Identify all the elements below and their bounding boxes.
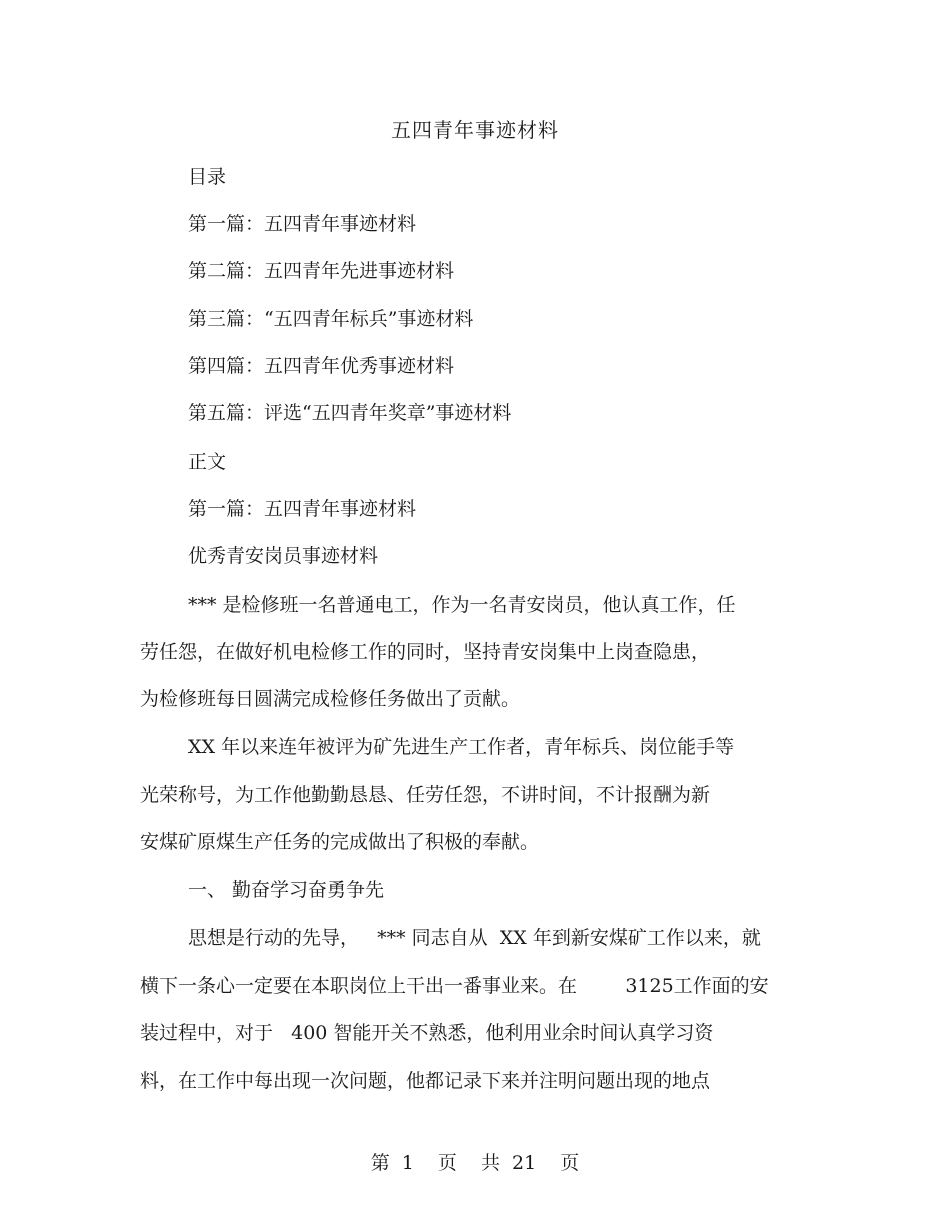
paragraph-3-line-2: 横下一条心一定要在本职岗位上干出一番事业来。在 3125工作面的安	[140, 975, 769, 997]
paragraph-2-line-1: XX 年以来连年被评为矿先进生产工作者，青年标兵、岗位能手等	[188, 736, 735, 758]
toc-item-4: 第四篇：五四青年优秀事迹材料	[188, 355, 455, 377]
paragraph-2-line-3: 安煤矿原煤生产任务的完成做出了积极的奉献。	[140, 831, 540, 853]
article-title: 优秀青安岗员事迹材料	[188, 545, 379, 567]
paragraph-1-line-1: *** 是检修班一名普通电工，作为一名青安岗员，他认真工作，任	[188, 594, 736, 616]
paragraph-1-line-3: 为检修班每日圆满完成检修任务做出了贡献。	[140, 688, 521, 710]
toc-heading: 目录	[188, 166, 227, 188]
paragraph-3-line-3: 装过程中，对于 400 智能开关不熟悉，他利用业余时间认真学习资	[140, 1022, 714, 1044]
paragraph-1-line-2: 劳任怨，在做好机电检修工作的同时，坚持青安岗集中上岗查隐患，	[140, 641, 711, 663]
page-number-footer: 第 1 页 共 21 页	[370, 1152, 580, 1174]
toc-item-3: 第三篇：“五四青年标兵”事迹材料	[188, 308, 474, 330]
chapter-heading: 第一篇：五四青年事迹材料	[188, 498, 417, 520]
toc-item-1: 第一篇：五四青年事迹材料	[188, 213, 417, 235]
section-1-heading: 一、 勤奋学习奋勇争先	[188, 879, 385, 901]
body-heading: 正文	[188, 451, 227, 473]
toc-item-5: 第五篇：评选“五四青年奖章”事迹材料	[188, 402, 512, 424]
paragraph-3-line-4: 料，在工作中每出现一次问题，他都记录下来并注明问题出现的地点	[140, 1070, 711, 1092]
toc-item-2: 第二篇：五四青年先进事迹材料	[188, 260, 455, 282]
document-title: 五四青年事迹材料	[391, 118, 559, 142]
paragraph-3-line-1: 思想是行动的先导， *** 同志自从 XX 年到新安煤矿工作以来，就	[188, 927, 761, 949]
paragraph-2-line-2: 光荣称号，为工作他勤勤恳恳、任劳任怨，不讲时间，不计报酬为新	[140, 784, 711, 806]
